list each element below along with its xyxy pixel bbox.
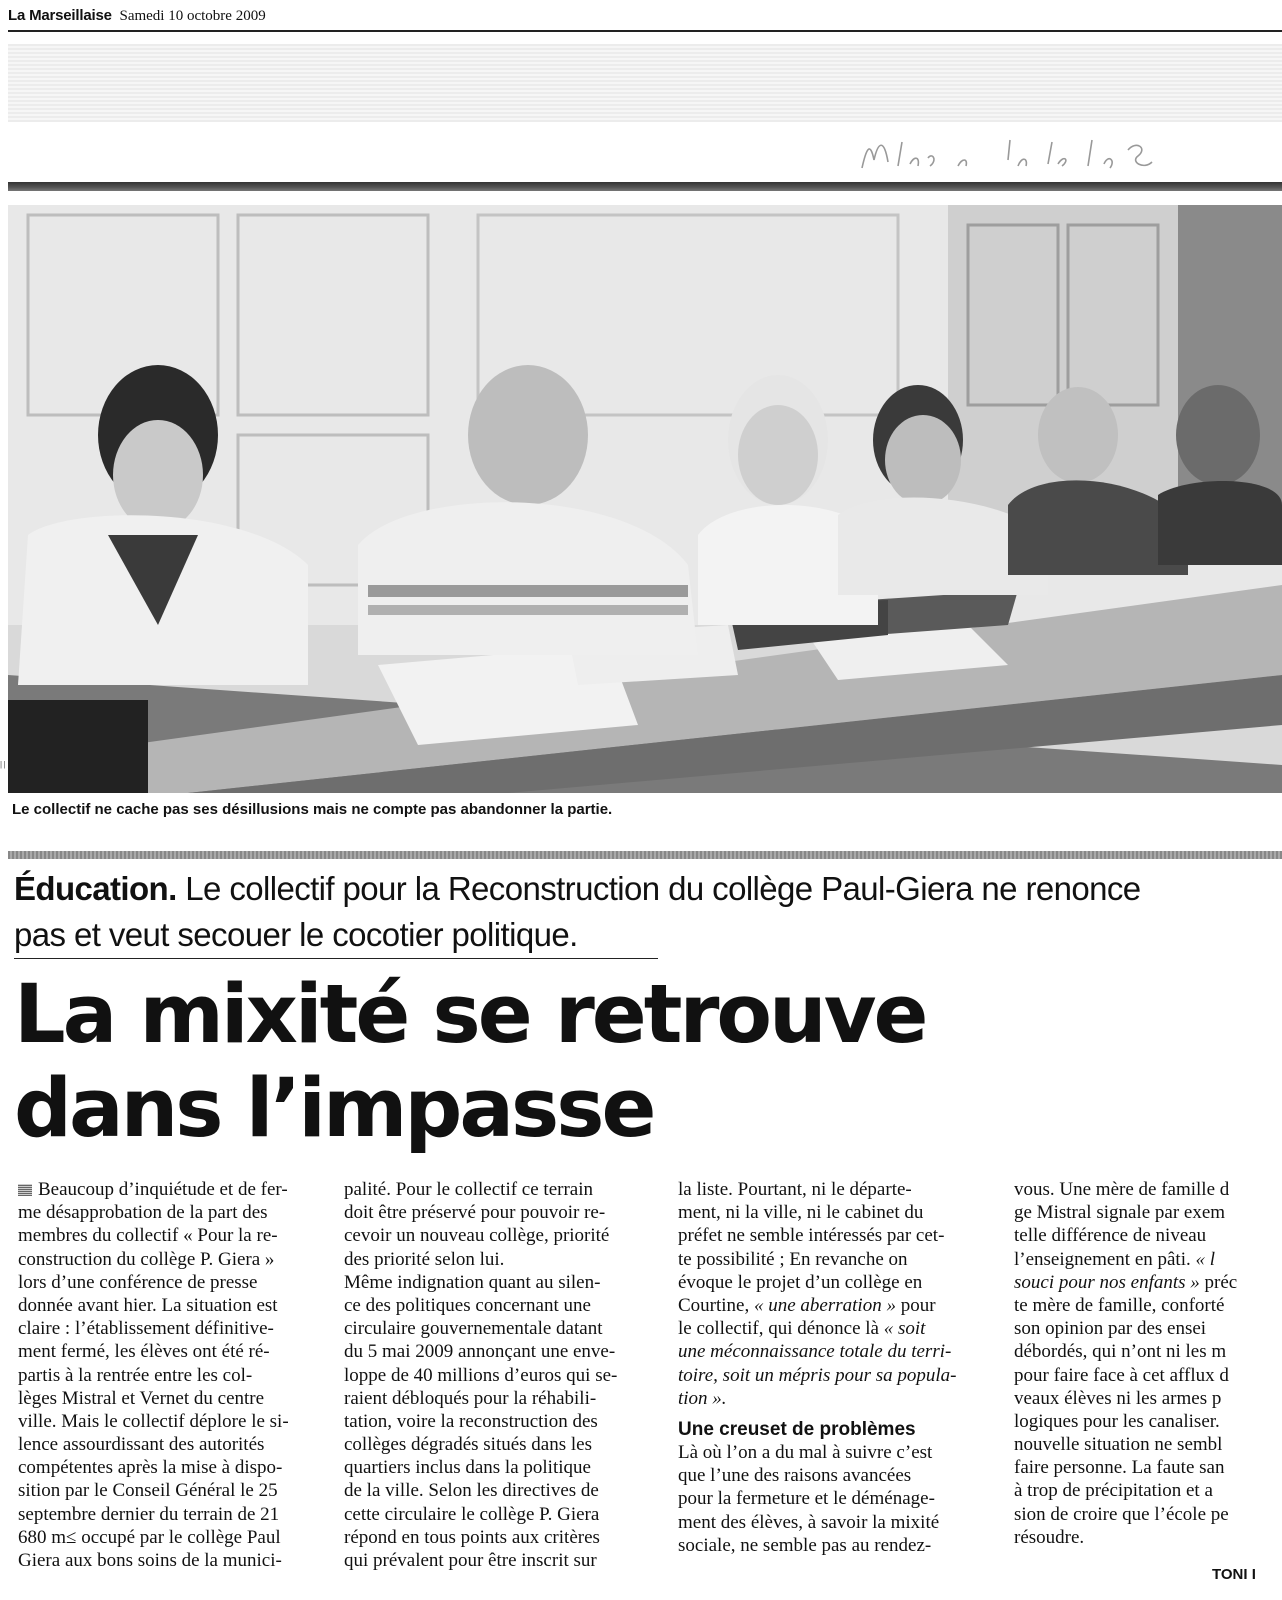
column-line: claire : l’établissement définitive- [18, 1318, 274, 1340]
article-column-1 [18, 1178, 328, 1600]
column-line: logiques pour les canaliser. [1014, 1410, 1220, 1432]
publication-date: Samedi 10 octobre 2009 [119, 8, 266, 24]
column-text: le collectif, qui dénonce là [678, 1318, 884, 1340]
column-text: préc [1199, 1271, 1238, 1293]
quote-text: « l [1195, 1248, 1216, 1270]
kicker-label: Éducation. [14, 870, 177, 907]
column-text: pour [895, 1294, 936, 1316]
column-line [1014, 1248, 1282, 1271]
kicker-text-1: Le collectif pour la Reconstruction du collège Paul-Giera ne renonce [185, 870, 1141, 907]
kicker-underline [14, 958, 658, 959]
column-line: collèges dégradés situés dans les [344, 1434, 592, 1456]
column-line: répond en tous points aux critères [344, 1526, 600, 1548]
column-line: palité. Pour le collectif ce terrain [344, 1179, 593, 1200]
photo-caption: Le collectif ne cache pas ses désillusions mais ne compte pas abandonner la partie. [12, 801, 613, 818]
column-line: circulaire gouvernementale datant [344, 1318, 603, 1340]
column-line: préfet ne semble intéressés par cet- [678, 1225, 945, 1247]
column-line: pour la fermeture et le déménage- [678, 1488, 935, 1510]
column-line: une méconnaissance totale du terri- [678, 1341, 952, 1363]
headline-line-2: dans l’impasse [14, 1062, 654, 1156]
column-line: Là où l’on a du mal à suivre c’est [678, 1442, 933, 1464]
quote-text: « une aberration » [754, 1294, 896, 1316]
column-text: Beaucoup d’inquiétude et de fer- [38, 1179, 288, 1200]
column-line: lence assourdissant des autorités [18, 1434, 265, 1456]
column-line: qui prévalent pour être inscrit sur [344, 1550, 597, 1571]
column-line: son opinion par des ensei [1014, 1318, 1207, 1340]
column-line: donnée avant hier. La situation est [18, 1294, 278, 1316]
column-line: cette circulaire le collège P. Giera [344, 1503, 600, 1525]
column-line: te possibilité ; En revanche on [678, 1248, 908, 1270]
photo-credit-mark: | | [0, 760, 6, 769]
column-line: Giera aux bons soins de la munici- [18, 1550, 282, 1571]
column-line: membres du collectif « Pour la re- [18, 1225, 278, 1247]
column-line: septembre dernier du terrain de 21 [18, 1503, 280, 1525]
column-line: des priorité selon lui. [344, 1248, 505, 1270]
column-line: partis à la rentrée entre les col- [18, 1364, 253, 1386]
column-text: l’enseignement en pâti. [1014, 1248, 1196, 1270]
column-line [678, 1294, 996, 1317]
column-line: du 5 mai 2009 annonçant une enve- [344, 1341, 616, 1363]
column-line: tion ». [678, 1387, 727, 1409]
column-line: doit être préservé pour pouvoir re- [344, 1202, 606, 1224]
column-line: Même indignation quant au silen- [344, 1271, 601, 1293]
column-line: lors d’une conférence de presse [18, 1271, 258, 1293]
column-line: débordés, qui n’ont ni les m [1014, 1341, 1227, 1363]
column-line: faire personne. La faute san [1014, 1457, 1225, 1479]
article-column-2 [344, 1178, 660, 1600]
column-line [1014, 1271, 1282, 1294]
column-line: me désapprobation de la part des [18, 1202, 268, 1224]
column-line: loppe de 40 millions d’euros qui se- [344, 1364, 618, 1386]
column-line: ge Mistral signale par exem [1014, 1202, 1226, 1224]
column-line: ment fermé, les élèves ont été ré- [18, 1341, 270, 1363]
column-line: ment des élèves, à savoir la mixité [678, 1511, 940, 1533]
column-text: Courtine, [678, 1294, 754, 1316]
column-line: te mère de famille, conforté [1014, 1294, 1225, 1316]
column-line: de la ville. Selon les directives de [344, 1480, 599, 1502]
column-line: compétentes après la mise à dispo- [18, 1457, 283, 1479]
kicker [14, 866, 1282, 958]
column-line: résoudre. [1014, 1526, 1085, 1548]
column-line: quartiers inclus dans la politique [344, 1457, 591, 1479]
section-rule [8, 182, 1282, 191]
column-line: à trop de précipitation et a [1014, 1480, 1213, 1502]
byline: TONI I [1212, 1566, 1256, 1583]
column-line [18, 1178, 328, 1201]
quote-text: souci pour nos enfants » [1014, 1271, 1200, 1293]
headline-line-1: La mixité se retrouve [14, 968, 926, 1062]
column-line: sion de croire que l’école pe [1014, 1503, 1229, 1525]
masthead [8, 4, 1282, 32]
paragraph-marker-icon [18, 1184, 32, 1196]
column-line: sition par le Conseil Général le 25 [18, 1480, 278, 1502]
article-column-4 [1014, 1178, 1282, 1600]
column-line: 680 m≤ occupé par le collège Paul [18, 1526, 281, 1548]
column-line: nouvelle situation ne sembl [1014, 1434, 1223, 1456]
column-line: cevoir un nouveau collège, priorité [344, 1225, 610, 1247]
column-line: lèges Mistral et Vernet du centre [18, 1387, 265, 1409]
handwritten-annotation [858, 130, 1188, 176]
column-line: tation, voire la reconstruction des [344, 1410, 598, 1432]
photo-illustration [8, 205, 1282, 793]
column-line: ce des politiques concernant une [344, 1294, 591, 1316]
quote-text: « soit [883, 1318, 926, 1340]
column-line: toire, soit un mépris pour sa popula- [678, 1364, 957, 1386]
column-line [678, 1317, 996, 1340]
column-line: veaux élèves ni les armes p [1014, 1387, 1222, 1409]
subheading: Une creuset de problèmes [678, 1418, 916, 1440]
column-line: raient débloqués pour la réhabili- [344, 1387, 597, 1409]
column-line: telle différence de niveau [1014, 1225, 1207, 1247]
column-line: ville. Mais le collectif déplore le si- [18, 1410, 289, 1432]
column-line: ment, ni la ville, ni le cabinet du [678, 1202, 924, 1224]
press-photo [8, 205, 1282, 793]
column-line: la liste. Pourtant, ni le départe- [678, 1179, 912, 1200]
kicker-line-2: pas et veut secouer le cocotier politique. [14, 916, 578, 953]
column-line: évoque le projet d’un collège en [678, 1271, 923, 1293]
article-column-3 [678, 1178, 996, 1600]
column-line: vous. Une mère de famille d [1014, 1179, 1230, 1200]
article-rule [8, 851, 1282, 859]
grey-band [8, 44, 1282, 122]
column-line: construction du collège P. Giera » [18, 1248, 275, 1270]
kicker-line-1 [14, 866, 1282, 912]
column-line: pour faire face à cet afflux d [1014, 1364, 1229, 1386]
column-line: que l’une des raisons avancées [678, 1465, 912, 1487]
headline [14, 968, 1282, 1156]
column-line: sociale, ne semble pas au rendez- [678, 1534, 932, 1556]
paper-name: La Marseillaise [8, 7, 112, 24]
